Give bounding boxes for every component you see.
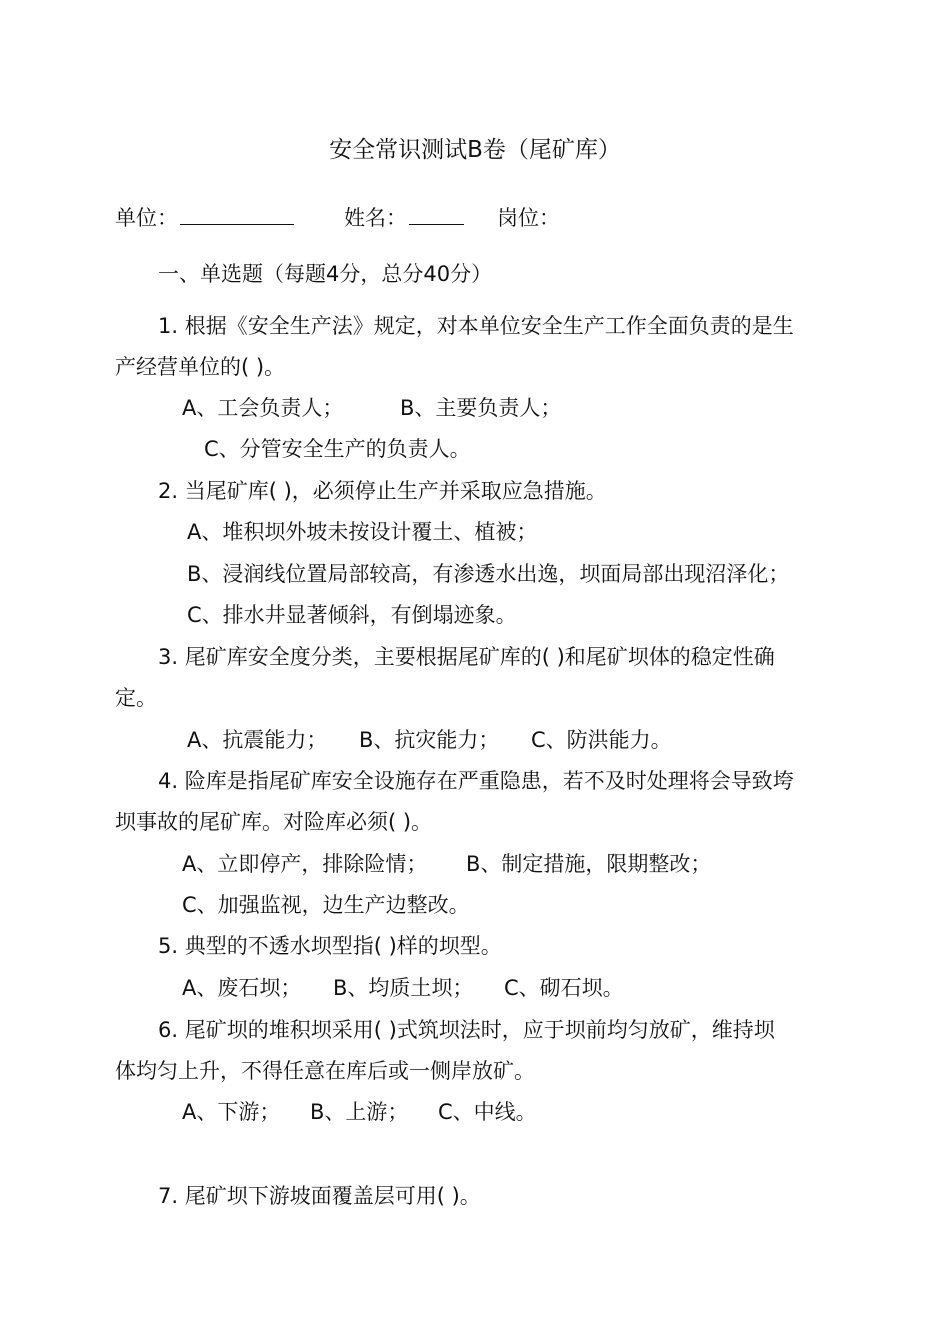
question-6-option-a: A、下游；: [182, 1100, 281, 1124]
unit-field: [115, 203, 294, 233]
question-3-stem-line-1: 3. 尾矿库安全度分类，主要根据尾矿库的( )和尾矿坝体的稳定性确: [158, 645, 775, 669]
question-2-option-a: A、堆积坝外坡未按设计覆土、植被；: [187, 520, 538, 544]
question-6-stem-line-1: 6. 尾矿坝的堆积坝采用( )式筑坝法时，应于坝前均匀放矿，维持坝: [158, 1018, 775, 1042]
post-label: 岗位：: [497, 206, 560, 230]
question-1-option-a: A、工会负责人；: [182, 396, 344, 420]
question-3-option-a: A、抗震能力；: [187, 728, 328, 752]
name-label: 姓名：: [344, 206, 407, 230]
question-6-option-b: B、上游；: [310, 1100, 409, 1124]
question-5-option-b: B、均质土坝；: [333, 976, 474, 1000]
question-4-option-a: A、立即停产，排除险情；: [182, 852, 428, 876]
question-5-option-c: C、砌石坝。: [504, 976, 624, 1000]
question-5-option-a: A、废石坝；: [182, 976, 302, 1000]
question-4-stem-line-1: 4. 险库是指尾矿库安全设施存在严重隐患，若不及时处理将会导致垮: [158, 769, 794, 793]
name-field: [344, 203, 464, 233]
question-7-stem: 7. 尾矿坝下游坡面覆盖层可用( )。: [158, 1184, 481, 1208]
unit-label: 单位：: [115, 206, 178, 230]
question-1-option-c: C、分管安全生产的负责人。: [204, 437, 471, 461]
question-1-option-b: B、主要负责人；: [400, 396, 562, 420]
document-title: 安全常识测试B卷（尾矿库）: [329, 137, 621, 163]
section-heading: 一、单选题（每题4分，总分40分）: [158, 262, 493, 286]
question-2-stem: 2. 当尾矿库( )，必须停止生产并采取应急措施。: [158, 479, 607, 503]
question-2-option-b: B、浸润线位置局部较高，有渗透水出逸，坝面局部出现沼泽化；: [187, 562, 790, 586]
question-3-option-b: B、抗灾能力；: [359, 728, 500, 752]
question-4-stem-line-2: 坝事故的尾矿库。对险库必须( )。: [115, 810, 433, 834]
post-field: [497, 203, 560, 233]
question-2-option-c: C、排水井显著倾斜，有倒塌迹象。: [187, 603, 517, 627]
unit-blank[interactable]: [180, 204, 294, 225]
question-6-stem-line-2: 体均匀上升，不得任意在库后或一侧岸放矿。: [115, 1059, 535, 1083]
name-blank[interactable]: [409, 204, 464, 225]
question-6-option-c: C、中线。: [438, 1100, 537, 1124]
question-1-stem-line-2: 产经营单位的( )。: [115, 355, 286, 379]
question-4-option-b: B、制定措施，限期整改；: [466, 852, 712, 876]
question-5-stem: 5. 典型的不透水坝型指( )样的坝型。: [158, 934, 502, 958]
question-4-option-c: C、加强监视，边生产边整改。: [182, 893, 470, 917]
question-3-stem-line-2: 定。: [115, 686, 157, 710]
question-3-option-c: C、防洪能力。: [531, 728, 672, 752]
question-1-stem-line-1: 1. 根据《安全生产法》规定，对本单位安全生产工作全面负责的是生: [158, 314, 794, 338]
